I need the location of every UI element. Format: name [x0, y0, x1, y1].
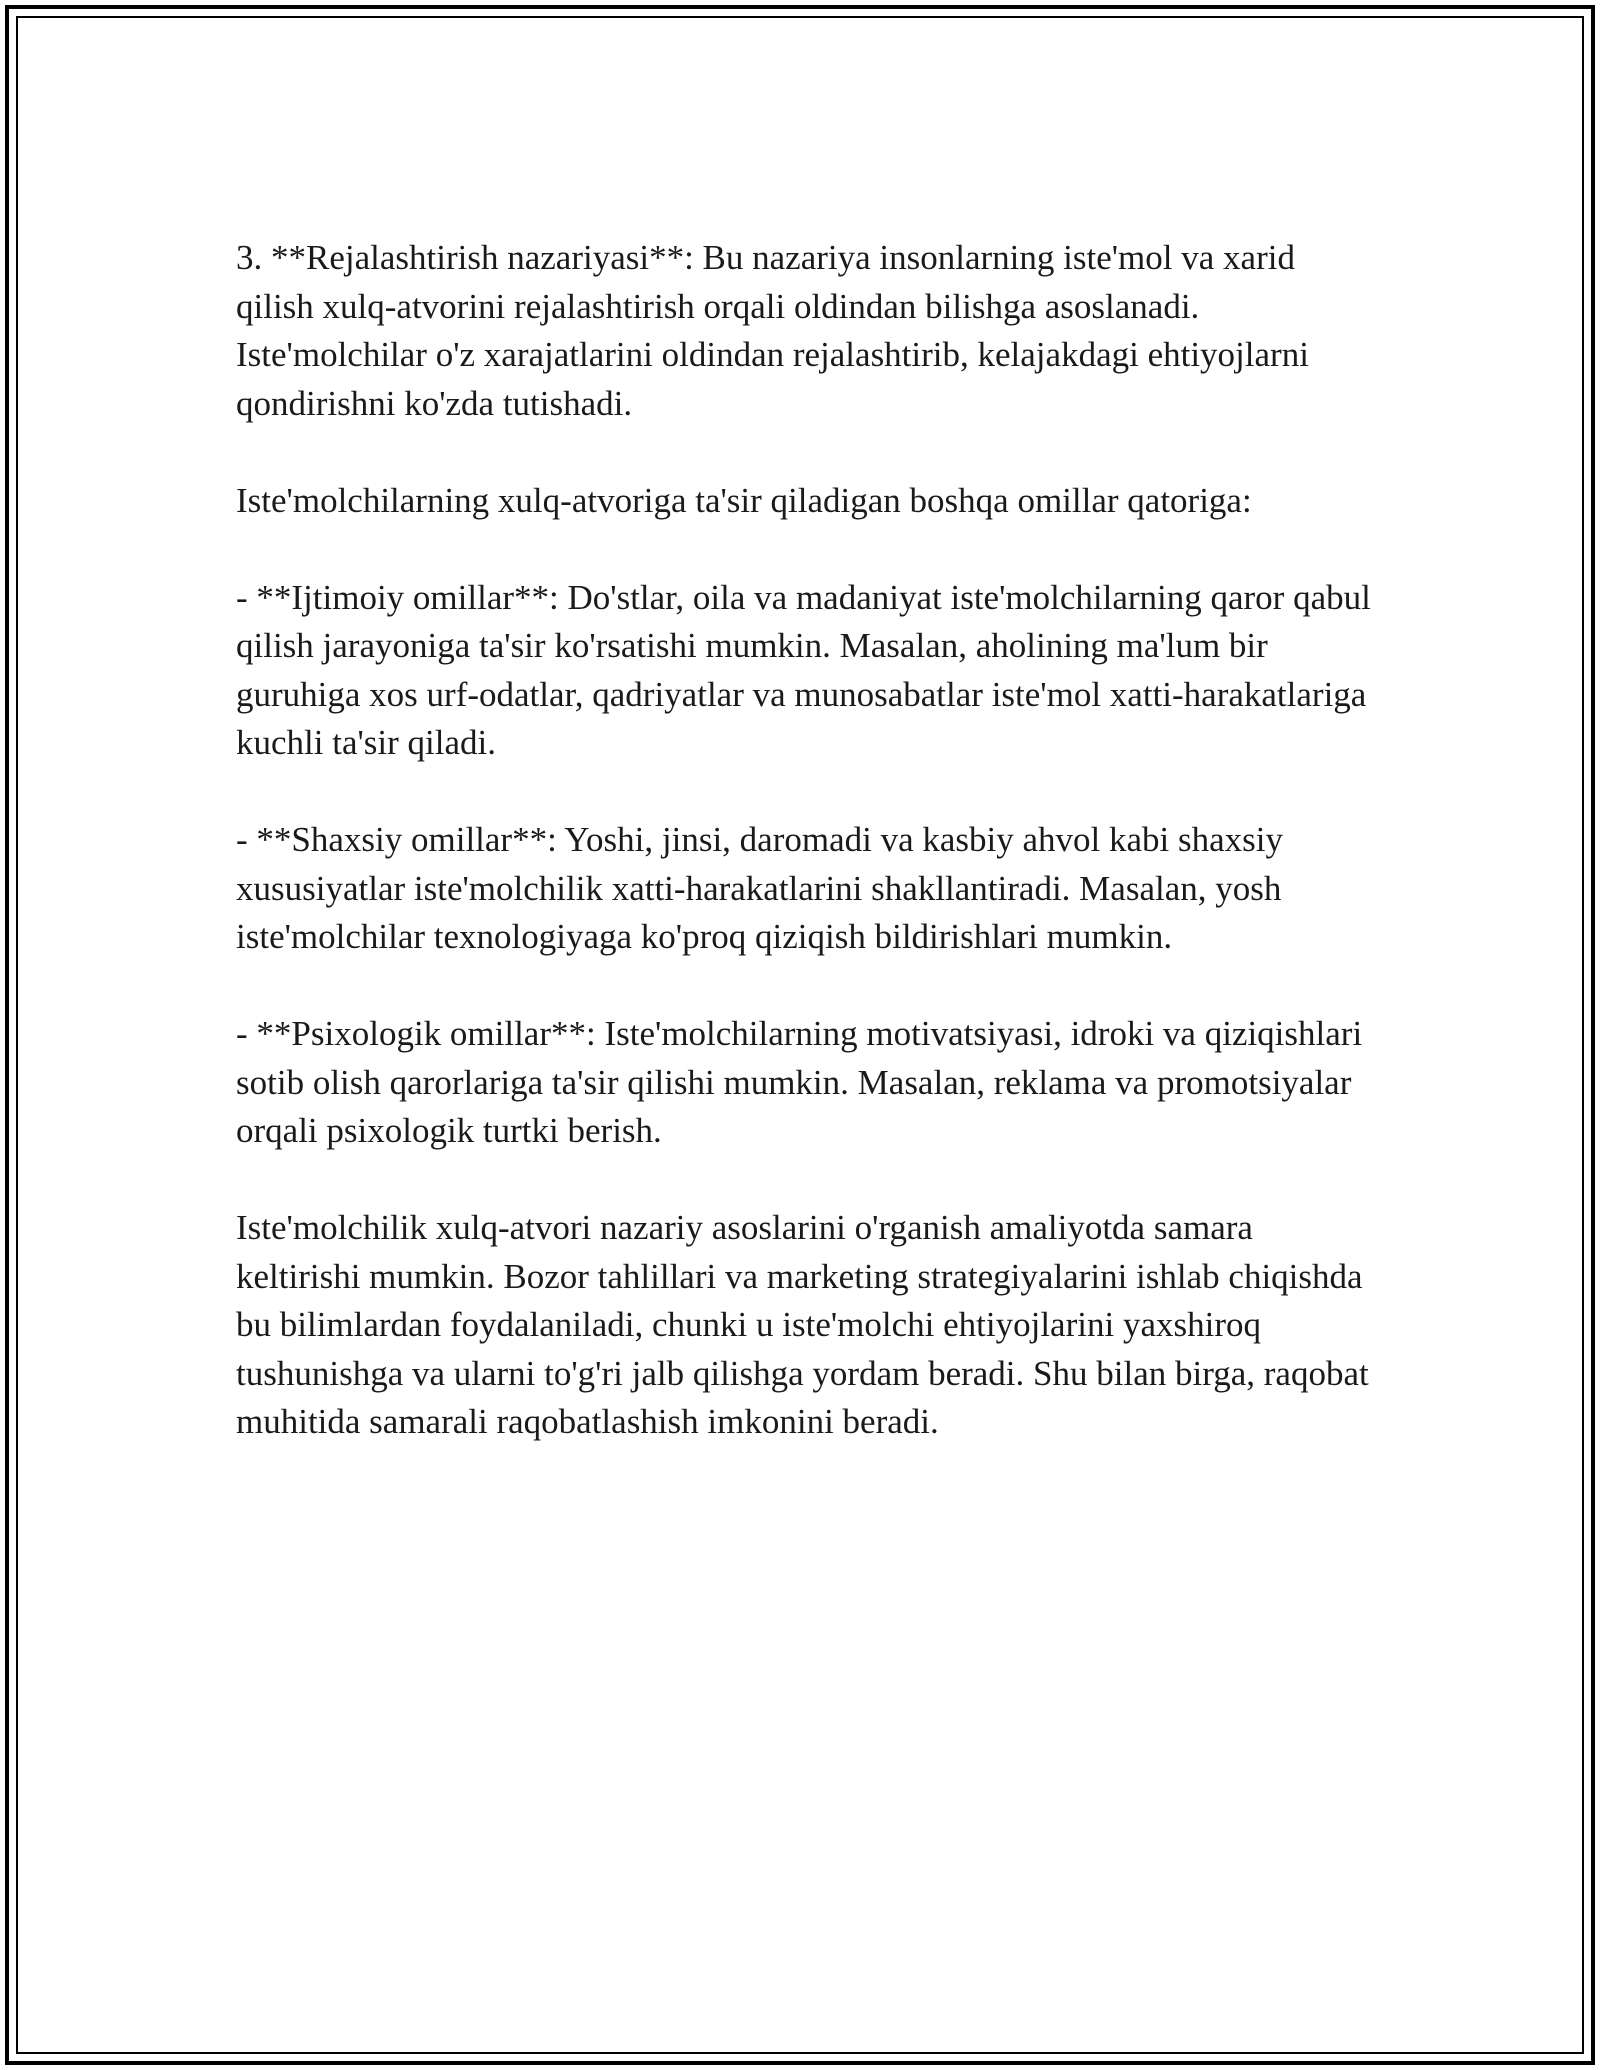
paragraph-conclusion: Iste'molchilik xulq-atvori nazariy asoslarini o'rganish amaliyotda samara keltirishi mumkin. Bozor tahlillari va marketing strategiyalarini ishlab chiqishda bu bilimlardan foydalaniladi, chunki u iste'molchi ehtiyojlarini yaxshiroq tushunishga va ularni to'g'ri jalb qilishga yordam beradi. Shu bilan birga, raqobat muhitida samarali raqobatlashish imkonini beradi. — [236, 1208, 1369, 1441]
paragraph-social-factors: - **Ijtimoiy omillar**: Do'stlar, oila va madaniyat iste'molchilarning qaror qabul qilish jarayoniga ta'sir ko'rsatishi mumkin. Masalan, aholining ma'lum bir guruhiga xos urf-odatlar, qadriyatlar va munosabatlar iste'mol xatti-harakatlariga kuchli ta'sir qiladi. — [236, 577, 1371, 762]
paragraph-psychological-factors: - **Psixologik omillar**: Iste'molchilarning motivatsiyasi, idroki va qiziqishlari sotib olish qarorlariga ta'sir qilishi mumkin. Masalan, reklama va promotsiyalar orqali psixologik turtki berish. — [236, 1014, 1363, 1150]
paragraph-planning-theory: 3. **Rejalashtirish nazariyasi**: Bu nazariya insonlarning iste'mol va xarid qilish xulq-atvorini rejalashtirish orqali oldindan bilishga asoslanadi. Iste'molchilar o'z xarajatlarini oldindan rejalashtirib, kelajakdagi ehtiyojlarni qondirishni ko'zda tutishadi. — [236, 238, 1309, 423]
paragraph-other-factors-intro: Iste'molchilarning xulq-atvoriga ta'sir qiladigan boshqa omillar qatoriga: — [236, 480, 1252, 520]
document-body — [236, 234, 1376, 1447]
paragraph-personal-factors: - **Shaxsiy omillar**: Yoshi, jinsi, daromadi va kasbiy ahvol kabi shaxsiy xususiyatlar iste'molchilik xatti-harakatlarini shakllantiradi. Masalan, yosh iste'molchilar texnologiyaga ko'proq qiziqish bildirishlari mumkin. — [236, 820, 1284, 956]
